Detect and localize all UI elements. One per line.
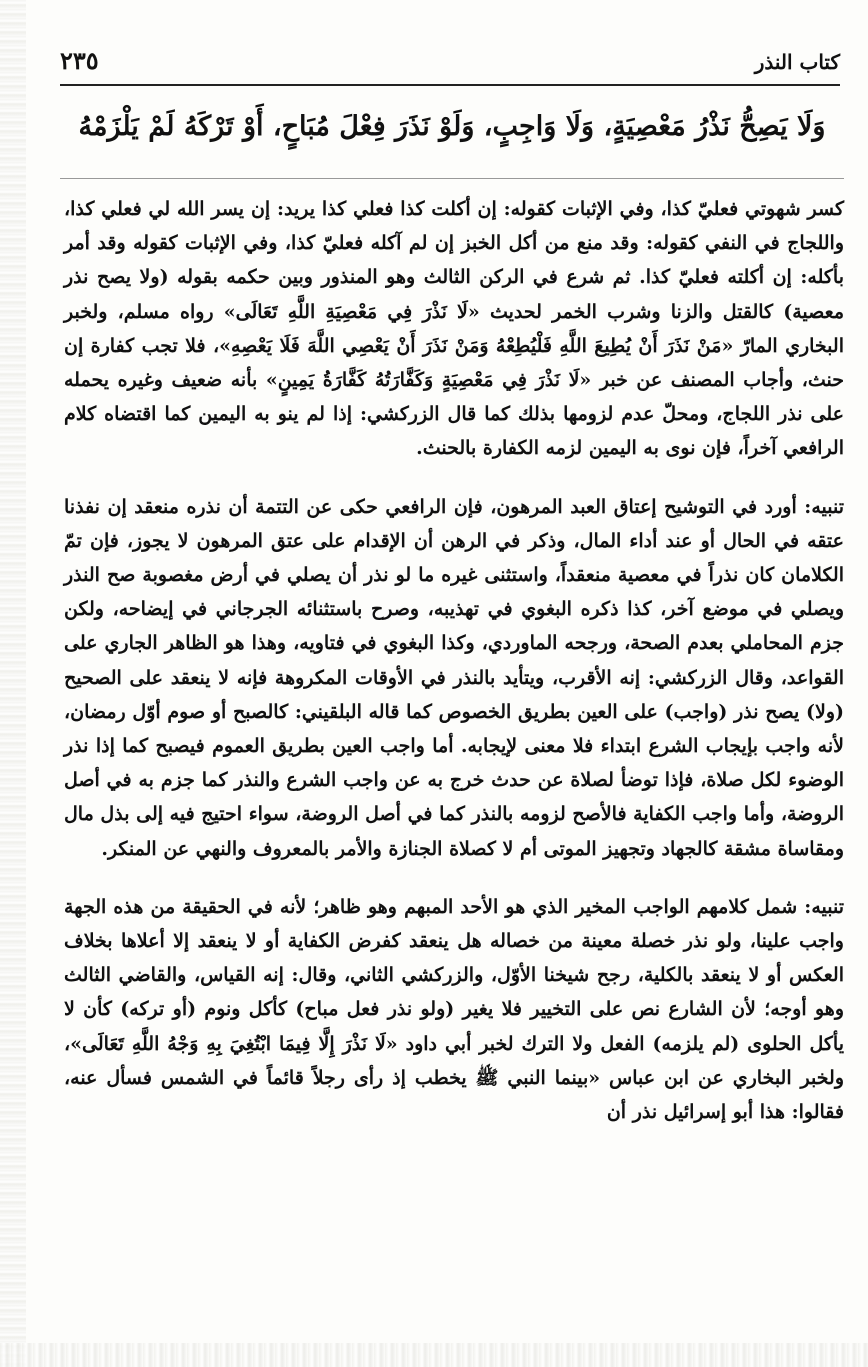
paragraph: تنبيه: أورد في التوشيح إعتاق العبد المرهون، فإن الرافعي حكى عن التتمة أن نذره منعقد إن نفذنا عتقه في الحال أو عند أداء المال، وذكر في الرهن أن الإقدام على عتق المرهون لا يجوز، فإن تمّ الكلامان كان نذراً في معصية منعقداً، واستثنى غيره ما لو نذر أن يصلي في أرض مغصوبة صح النذر ويصلي في موضع آخر، كذا ذكره البغوي في تهذيبه، وصرح باستثنائه الجرجاني في إيضاحه، ولكن جزم المحاملي بعدم الصحة، ورجحه الماوردي، وكذا البغوي في فتاويه، وهذا هو الظاهر الجاري على القواعد، وقال الزركشي: إنه الأقرب، ويتأيد بالنذر في الأوقات المكروهة فإنه لا ينعقد على الصحيح (ولا) يصح نذر (واجب) على العين بطريق الخصوص كما قاله البلقيني: كالصبح أو صوم أوّل رمضان، لأنه واجب بإيجاب الشرع ابتداء فلا معنى لإيجابه. أما واجب العين بطريق العموم فيصبح كما إذا نذر الوضوء لكل صلاة، فإذا توضأ لصلاة عن حدث خرج به عن واجب الشرع والنذر كما جزم به في أصل الروضة، وأما واجب الكفاية فالأصح لزومه بالنذر كما في أصل الروضة، سواء احتيج فيه إلى بذل مال ومقاساة مشقة كالجهاد وتجهيز الموتى أم لا كصلاة الجنازة والأمر بالمعروف والنهي عن المنكر. — [64, 495, 845, 860]
page-number: ٢٣٥ — [60, 46, 99, 75]
scan-edge-left — [0, 0, 26, 1367]
scan-edge-bottom — [0, 1343, 868, 1367]
header-rule — [60, 84, 840, 86]
paragraph: كسر شهوتي فعليّ كذا، وفي الإثبات كقوله: إن أكلت كذا فعلي كذا يريد: إن يسر الله لي فعلي كذا، واللجاج في النفي كقوله: وقد منع من أكل الخبز إن لم آكله فعليّ كذا، وفي الإثبات كقوله وقد أمر بأكله: إن أكلته فعليّ كذا. ثم شرع في الركن الثالث وهو المنذور وبين حكمه بقوله (ولا يصح نذر معصية) كالقتل والزنا وشرب الخمر لحديث «لَا نَذْرَ فِي مَعْصِيَةِ اللَّهِ تَعَالَى» رواه مسلم، ولخبر البخاري المارّ «مَنْ نَذَرَ أَنْ يُطِيعَ اللَّهِ فَلْيُطِعْهُ وَمَنْ نَذَرَ أَنْ يَعْصِي اللَّهَ فَلَا يَعْصِهِ»، فلا تجب كفارة إن حنث، وأجاب المصنف عن خبر «لَا نَذْرَ فِي مَعْصِيَةٍ وَكَفَّارَتُهُ كَفَّارَةُ يَمِينٍ» بأنه ضعيف وغيره يحمله على نذر اللجاج، ومحلّ عدم لزومها بذلك كما قال الزركشي: إذا لم ينو به اليمين كما اقتضاه كلام الرافعي آخراً، فإن نوى به اليمين لزمه الكفارة بالحنث. — [64, 198, 844, 460]
commentary-body — [64, 192, 844, 1129]
running-header — [60, 44, 840, 84]
chapter-title: كتاب النذر — [754, 50, 840, 74]
paragraph: تنبيه: شمل كلامهم الواجب المخير الذي هو الأحد المبهم وهو ظاهر؛ لأنه في الحقيقة من هذه الجهة واجب علينا، ولو نذر خصلة معينة من خصاله هل ينعقد كفرض الكفاية أو لا ينعقد إلا أعلاها بخلاف العكس أو لا ينعقد بالكلية، رجح شيخنا الأوّل، والزركشي الثاني، وقال: إنه القياس، والقاضي الثالث وهو أوجه؛ لأن الشارع نص على التخيير فلا يغير (ولو نذر فعل مباح) كأكل ونوم (أو تركه) كأن لا يأكل الحلوى (لم يلزمه) الفعل ولا الترك لخبر أبي داود «لَا نَذْرَ إِلَّا فِيمَا ابْتُغِيَ بِهِ وَجْهُ اللَّهِ تَعَالَى»، ولخبر البخاري عن ابن عباس «بينما النبي ﷺ يخطب إذ رأى رجلاً قائماً في الشمس فسأل عنه، فقالوا: هذا أبو إسرائيل نذر أن — [64, 895, 844, 1124]
matn-text: وَلَا يَصِحُّ نَذْرُ مَعْصِيَةٍ، وَلَا وَاجِبٍ، وَلَوْ نَذَرَ فِعْلَ مُبَاحٍ، أَوْ تَرْكَهُ لَمْ يَلْزَمْهُ — [78, 111, 826, 142]
matn-separator — [60, 178, 844, 179]
